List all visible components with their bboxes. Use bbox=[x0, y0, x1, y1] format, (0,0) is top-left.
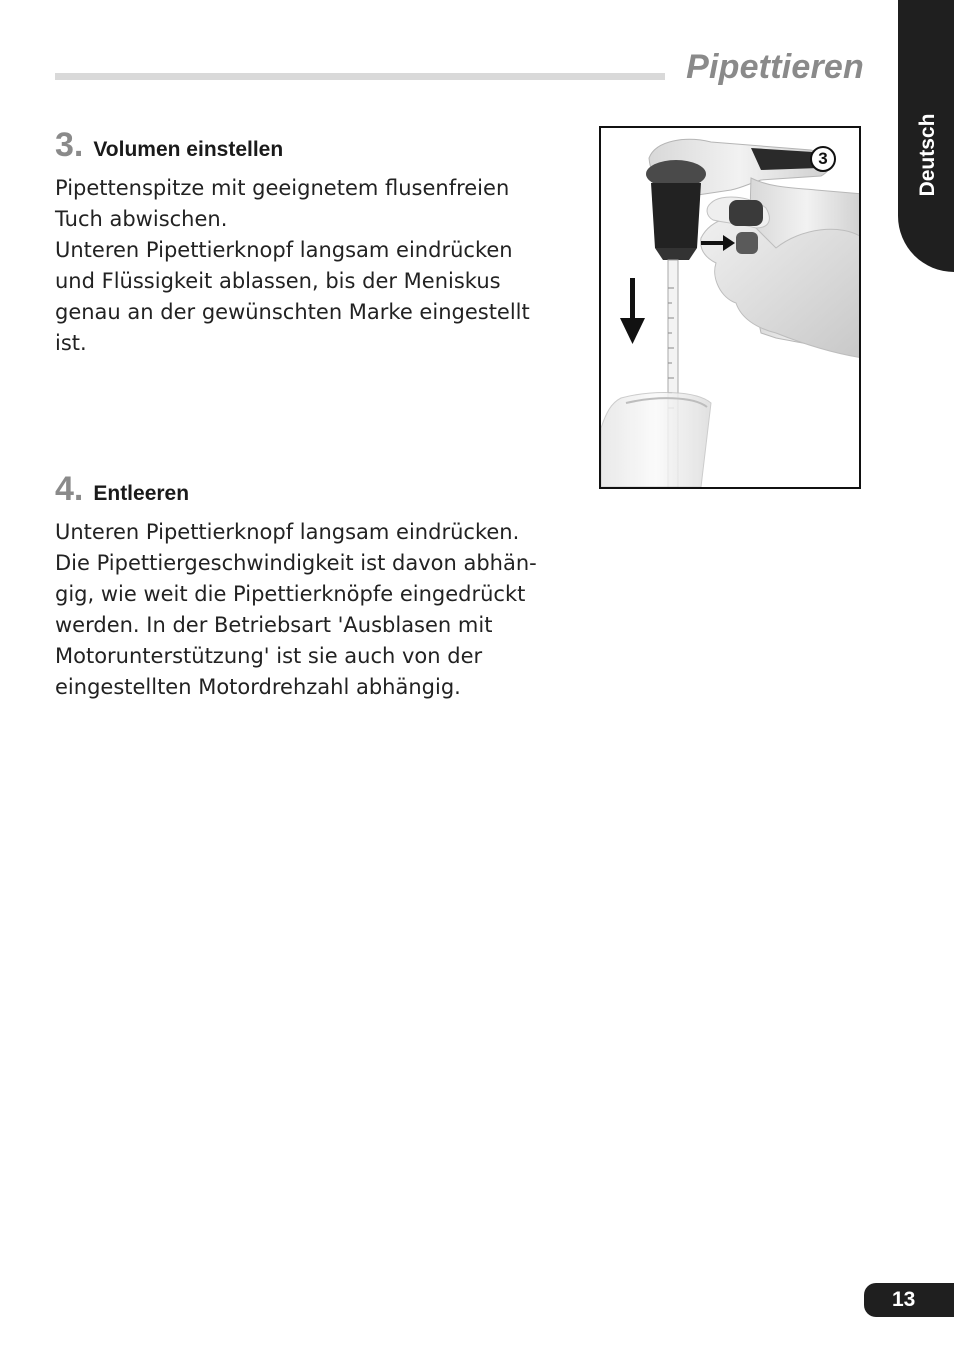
page-number: 13 bbox=[864, 1283, 954, 1317]
section-text: Pipettenspitze mit geeignetem flusenfreien Tuch abwischen. Unteren Pipettierknopf langsam eindrücken und Flüssigkeit ablassen, bis der Meniskus genau an der gewünschten Marke eingestellt ist. bbox=[55, 176, 530, 355]
section-heading bbox=[55, 470, 575, 509]
step-number: 3. bbox=[55, 126, 84, 164]
figure-step-badge: 3 bbox=[810, 146, 836, 172]
pipette-controller-icon bbox=[601, 128, 859, 487]
language-tab-label: Deutsch bbox=[916, 113, 939, 197]
section-title: Entleeren bbox=[93, 482, 190, 505]
section-text: Unteren Pipettierknopf langsam eindrücken. Die Pipettiergeschwindigkeit ist davon abhän- gig, wie weit die Pipettierknöpfe eingedrückt werden. In der Betriebsart 'Ausblasen mit Motorunterstützung' ist sie auch von der eingestellten Motordrehzahl abhängig. bbox=[55, 520, 537, 699]
section-heading bbox=[55, 126, 575, 165]
section-emptying bbox=[55, 470, 575, 703]
figure-pipette-illustration bbox=[599, 126, 861, 489]
step-number: 4. bbox=[55, 470, 84, 508]
header-rule bbox=[55, 73, 665, 80]
page-title: Pipettieren bbox=[686, 48, 864, 86]
section-volume-setting bbox=[55, 126, 575, 359]
section-title: Volumen einstellen bbox=[93, 138, 284, 161]
